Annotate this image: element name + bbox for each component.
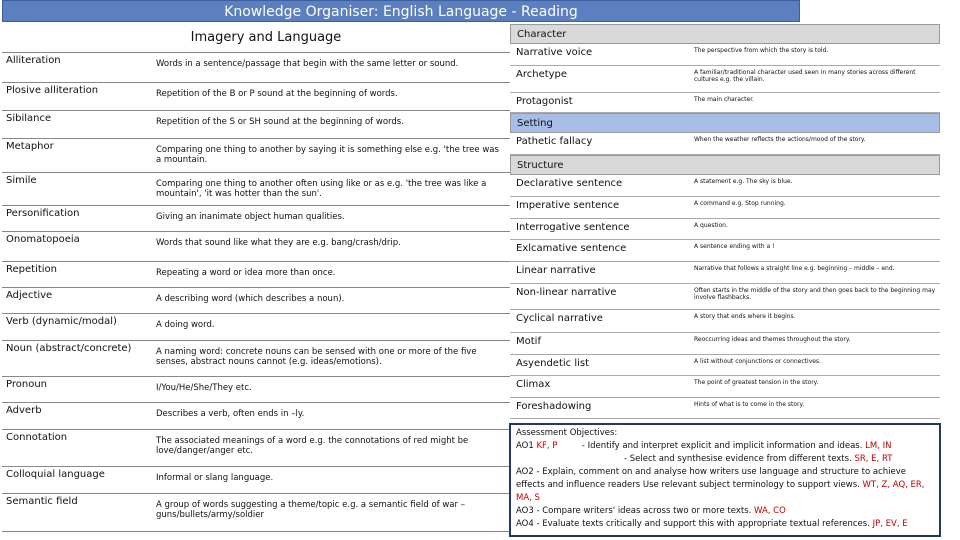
- list-item: [510, 197, 940, 219]
- term-cell: Protagonist: [516, 96, 573, 107]
- definition-cell: A familiar/traditional character used seen in many stories across different cultures e.g. the villain.: [694, 69, 916, 83]
- term-cell: Repetition: [2, 262, 152, 288]
- list-item: [510, 240, 940, 262]
- term-cell: Colloquial language: [2, 467, 152, 494]
- assessment-objectives: [509, 423, 941, 537]
- term-cell: Alliteration: [2, 53, 152, 83]
- list-item: [510, 44, 940, 66]
- ao4-text: AO4 - Evaluate texts critically and support this with appropriate textual references.: [516, 519, 870, 529]
- definition-cell: Giving an inanimate object human qualities.: [152, 206, 510, 232]
- table-row: [2, 83, 510, 111]
- list-item: [510, 66, 940, 93]
- ao1-line: [516, 440, 934, 453]
- table-row: [2, 314, 510, 341]
- table-row: [2, 494, 510, 532]
- definition-cell: The point of greatest tension in the story.: [694, 379, 819, 386]
- definition-cell: I/You/He/She/They etc.: [152, 377, 510, 403]
- definition-cell: Describes a verb, often ends in –ly.: [152, 403, 510, 430]
- ao2-codes: WT, Z, AQ, ER, MA, S: [516, 480, 925, 503]
- definition-cell: Informal or slang language.: [152, 467, 510, 494]
- ao-heading: Assessment Objectives:: [516, 428, 618, 438]
- ao2-line: [516, 466, 934, 505]
- table-row: [2, 111, 510, 139]
- definition-cell: Repetition of the S or SH sound at the beginning of words.: [152, 111, 510, 139]
- term-cell: Narrative voice: [516, 47, 593, 58]
- definition-cell: A list without conjunctions or connectives.: [694, 358, 821, 365]
- definition-cell: Words that sound like what they are e.g. bang/crash/drip.: [152, 232, 510, 262]
- list-item: [510, 133, 940, 155]
- ao4-line: [516, 518, 934, 531]
- setting-heading: Setting: [510, 113, 940, 133]
- ao1-codes2: LM, IN: [865, 441, 892, 451]
- imagery-table: [2, 52, 510, 532]
- term-cell: Exlcamative sentence: [516, 243, 627, 254]
- term-cell: Foreshadowing: [516, 401, 592, 412]
- definition-cell: A sentence ending with a !: [694, 243, 775, 250]
- definition-cell: Often starts in the middle of the story and then goes back to the beginning may involve flashbacks.: [694, 287, 936, 301]
- definition-cell: Comparing one thing to another by saying it is something else e.g. 'the tree was a mountain.: [152, 139, 510, 173]
- definition-cell: Hints of what is to come in the story.: [694, 401, 805, 408]
- list-item: [510, 310, 940, 333]
- table-row: [2, 403, 510, 430]
- term-cell: Personification: [2, 206, 152, 232]
- table-row: [2, 262, 510, 288]
- term-cell: Verb (dynamic/modal): [2, 314, 152, 341]
- list-item: [510, 219, 940, 240]
- ao1-sub-line: [516, 453, 934, 466]
- ao2-text: AO2 - Explain, comment on and analyse how writers use language and structure to achieve effects and influence readers Use relevant subject terminology to support views.: [516, 467, 906, 490]
- ao1-label: AO1: [516, 441, 534, 451]
- imagery-section: [2, 24, 510, 532]
- definition-cell: A statement e.g. The sky is blue.: [694, 178, 793, 185]
- term-cell: Pathetic fallacy: [516, 136, 593, 147]
- term-cell: Simile: [2, 173, 152, 206]
- ao1-codes: KF, P: [536, 441, 558, 451]
- list-item: [510, 398, 940, 419]
- term-cell: Pronoun: [2, 377, 152, 403]
- table-row: [2, 53, 510, 83]
- page-title: Knowledge Organiser: English Language - Reading: [2, 0, 800, 22]
- table-row: [2, 377, 510, 403]
- ao1-sub-codes: SR, E, RT: [854, 454, 893, 464]
- table-row: [2, 139, 510, 173]
- table-row: [2, 430, 510, 467]
- definition-cell: The associated meanings of a word e.g. the connotations of red might be love/danger/anger etc.: [152, 430, 510, 467]
- table-row: [2, 467, 510, 494]
- term-cell: Onomatopoeia: [2, 232, 152, 262]
- list-item: [510, 333, 940, 355]
- definition-cell: Reoccurring ideas and themes throughout the story.: [694, 336, 851, 343]
- definition-cell: A group of words suggesting a theme/topic e.g. a semantic field of war – guns/bullets/army/soldier: [152, 494, 510, 532]
- term-cell: Metaphor: [2, 139, 152, 173]
- imagery-heading: Imagery and Language: [190, 30, 342, 45]
- list-item: [510, 93, 940, 113]
- character-structure-section: [510, 24, 940, 419]
- list-item: [510, 355, 940, 376]
- term-cell: Adjective: [2, 288, 152, 314]
- list-item: [510, 376, 940, 398]
- definition-cell: A doing word.: [152, 314, 510, 341]
- ao3-codes: WA, CO: [754, 506, 786, 516]
- table-row: [2, 341, 510, 377]
- definition-cell: A naming word: concrete nouns can be sensed with one or more of the five senses, abstract nouns cannot (e.g. ideas/emotions).: [152, 341, 510, 377]
- term-cell: Imperative sentence: [516, 200, 620, 211]
- table-row: [2, 206, 510, 232]
- definition-cell: Words in a sentence/passage that begin with the same letter or sound.: [152, 53, 510, 83]
- list-item: [510, 262, 940, 284]
- definition-cell: A story that ends where it begins.: [694, 313, 796, 320]
- ao4-codes: JP, EV, E: [872, 519, 908, 529]
- term-cell: Archetype: [516, 69, 568, 80]
- table-row: [2, 288, 510, 314]
- term-cell: Non-linear narrative: [516, 287, 617, 298]
- term-cell: Semantic field: [2, 494, 152, 532]
- term-cell: Declarative sentence: [516, 178, 623, 189]
- table-row: [2, 232, 510, 262]
- list-item: [510, 284, 940, 310]
- term-cell: Sibilance: [2, 111, 152, 139]
- term-cell: Motif: [516, 336, 541, 347]
- definition-cell: Comparing one thing to another often using like or as e.g. 'the tree was like a mountain', 'it was hotter than the sun'.: [152, 173, 510, 206]
- definition-cell: The main character.: [694, 96, 755, 103]
- term-cell: Adverb: [2, 403, 152, 430]
- term-cell: Connotation: [2, 430, 152, 467]
- term-cell: Asyendetic list: [516, 358, 590, 369]
- definition-cell: A describing word (which describes a noun).: [152, 288, 510, 314]
- character-heading: Character: [510, 24, 940, 44]
- ao3-text: AO3 - Compare writers' ideas across two or more texts.: [516, 506, 752, 516]
- term-cell: Linear narrative: [516, 265, 596, 276]
- ao1-text: - Identify and interpret explicit and implicit information and ideas.: [581, 441, 863, 451]
- definition-cell: Repetition of the B or P sound at the beginning of words.: [152, 83, 510, 111]
- structure-heading: Structure: [510, 155, 940, 175]
- definition-cell: A question.: [694, 222, 728, 229]
- definition-cell: The perspective from which the story is told.: [694, 47, 829, 54]
- term-cell: Plosive alliteration: [2, 83, 152, 111]
- definition-cell: A command e.g. Stop running.: [694, 200, 786, 207]
- term-cell: Noun (abstract/concrete): [2, 341, 152, 377]
- term-cell: Cyclical narrative: [516, 313, 603, 324]
- list-item: [510, 175, 940, 197]
- ao1-sub: - Select and synthesise evidence from different texts.: [624, 454, 852, 464]
- term-cell: Climax: [516, 379, 551, 390]
- definition-cell: Repeating a word or idea more than once.: [152, 262, 510, 288]
- definition-cell: Narrative that follows a straight line e.g. beginning – middle – end.: [694, 265, 895, 272]
- definition-cell: When the weather reflects the actions/mood of the story.: [694, 136, 866, 143]
- term-cell: Interrogative sentence: [516, 222, 630, 233]
- table-row: [2, 173, 510, 206]
- ao3-line: [516, 505, 934, 518]
